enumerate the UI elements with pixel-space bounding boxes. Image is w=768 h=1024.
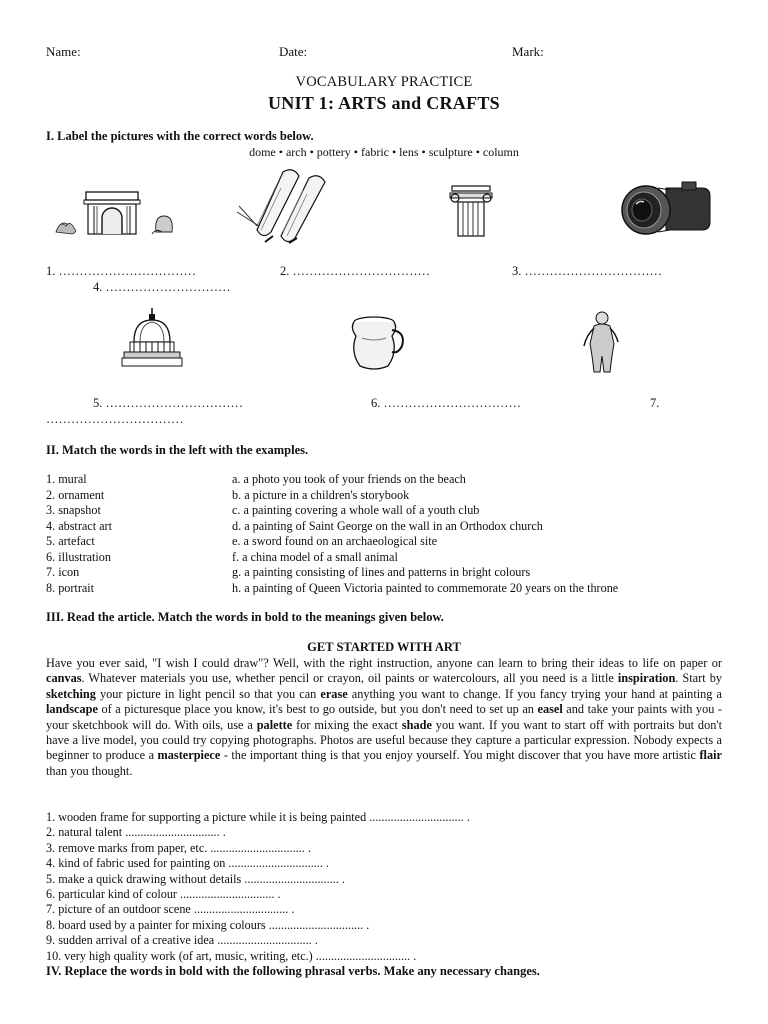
match-example: f. a china model of a small animal bbox=[232, 549, 398, 564]
worksheet-subtitle: VOCABULARY PRACTICE bbox=[295, 74, 473, 90]
match-term: 4. abstract art bbox=[46, 518, 112, 533]
bold-vocab-word: landscape bbox=[46, 702, 98, 717]
match-row bbox=[46, 503, 726, 518]
blank-7-number: 7. bbox=[650, 396, 660, 410]
article-segment: for mixing the exact bbox=[292, 717, 402, 732]
article-segment: and take your paints with you - your sketchbook will do. With oils, use a bbox=[46, 702, 722, 732]
match-example: c. a painting covering a whole wall of a youth club bbox=[232, 503, 480, 517]
article-segment: - the important thing is that you enjoy yourself. You might discover that you have more artistic bbox=[220, 748, 700, 763]
match-term: 8. portrait bbox=[46, 580, 95, 595]
pottery-picture bbox=[348, 314, 408, 372]
article-segment: . Start by bbox=[675, 671, 722, 686]
match-example: b. a picture in a children's storybook bbox=[232, 487, 410, 502]
section-4-heading: IV. Replace the words in bold with the following phrasal verbs. Make any necessary changes. bbox=[46, 964, 540, 978]
match-term: 7. icon bbox=[46, 565, 80, 579]
match-term: 2. ornament bbox=[46, 487, 105, 502]
mark-label: Mark: bbox=[512, 44, 544, 59]
column-picture bbox=[448, 184, 494, 238]
blank-5[interactable]: 5. …………………………… bbox=[93, 396, 243, 410]
article-segment: . Whatever materials you use, whether pencil or crayon, oil paints or watercolours, all you need is a little bbox=[81, 671, 618, 686]
dome-picture bbox=[120, 306, 184, 370]
match-example: g. a painting consisting of lines and patterns in bright colours bbox=[232, 565, 531, 579]
article-segment: Have you ever said, "I wish I could draw"? Well, with the right instruction, anyone can learn to bring their ideas to life on paper or bbox=[46, 656, 722, 670]
definition-item[interactable]: 8. board used by a painter for mixing colours ............................... . bbox=[46, 917, 370, 932]
blank-4[interactable]: 4. ………………………… bbox=[93, 280, 231, 294]
bold-vocab-word: easel bbox=[537, 702, 563, 717]
blank-3[interactable]: 3. …………………………… bbox=[512, 264, 662, 278]
definition-item[interactable]: 3. remove marks from paper, etc. ............................... . bbox=[46, 840, 311, 855]
match-row bbox=[46, 550, 726, 565]
definition-item[interactable]: 5. make a quick drawing without details ............................... . bbox=[46, 871, 345, 886]
bold-vocab-word: canvas bbox=[46, 671, 82, 686]
arch-picture bbox=[52, 186, 182, 238]
match-example: d. a painting of Saint George on the wall in an Orthodox church bbox=[232, 518, 543, 533]
worksheet-title: UNIT 1: ARTS and CRAFTS bbox=[268, 93, 500, 113]
bold-vocab-word: masterpiece bbox=[157, 748, 221, 763]
word-bank: dome • arch • pottery • fabric • lens • sculpture • column bbox=[249, 145, 519, 159]
match-term: 1. mural bbox=[46, 472, 87, 486]
article-segment: than you thought. bbox=[46, 763, 133, 778]
definition-item[interactable]: 6. particular kind of colour ............................... . bbox=[46, 887, 281, 901]
article-text bbox=[46, 656, 722, 779]
bold-vocab-word: inspiration bbox=[617, 671, 676, 686]
name-label: Name: bbox=[46, 44, 81, 59]
definition-item[interactable]: 9. sudden arrival of a creative idea ............................... . bbox=[46, 933, 318, 948]
blank-7[interactable]: …………………………… bbox=[46, 412, 184, 426]
definition-item[interactable]: 7. picture of an outdoor scene ............................... . bbox=[46, 902, 295, 917]
date-label: Date: bbox=[279, 44, 308, 59]
match-term: 5. artefact bbox=[46, 534, 95, 548]
definition-item[interactable]: 10. very high quality work (of art, music, writing, etc.) ............................... . bbox=[46, 948, 417, 963]
match-row bbox=[46, 534, 726, 549]
section-2-heading: II. Match the words in the left with the examples. bbox=[46, 443, 309, 457]
article-segment: you want. If you want to start off with portraits but don't have a live model, you could try copying photographs. Photos are useful because they capture a particular expression. Nobody expects a beginner to produce a bbox=[46, 717, 723, 763]
match-row bbox=[46, 488, 726, 503]
blank-2[interactable]: 2. …………………………… bbox=[280, 264, 430, 278]
match-row bbox=[46, 519, 726, 534]
match-row bbox=[46, 472, 726, 487]
section-1-heading: I. Label the pictures with the correct words below. bbox=[46, 129, 314, 143]
bold-vocab-word: erase bbox=[320, 686, 348, 701]
match-term: 6. illustration bbox=[46, 549, 111, 564]
definition-item[interactable]: 2. natural talent ............................... . bbox=[46, 825, 226, 840]
lens-picture bbox=[616, 180, 716, 238]
bold-vocab-word: palette bbox=[256, 717, 293, 732]
match-row bbox=[46, 565, 726, 580]
bold-vocab-word: shade bbox=[401, 717, 432, 732]
bold-vocab-word: sketching bbox=[46, 686, 96, 701]
match-example: a. a photo you took of your friends on the beach bbox=[232, 472, 466, 486]
article-segment: anything you want to change. If you fancy trying your hand at painting a bbox=[347, 686, 722, 701]
match-term: 3. snapshot bbox=[46, 503, 101, 517]
match-row bbox=[46, 581, 726, 596]
definition-item[interactable]: 4. kind of fabric used for painting on ............................... . bbox=[46, 856, 329, 871]
blank-1[interactable]: 1. …………………………… bbox=[46, 264, 196, 278]
definition-item[interactable]: 1. wooden frame for supporting a picture while it is being painted ............................... . bbox=[46, 810, 470, 824]
article-segment: of a picturesque place you know, it's best to go outside, but you don't need to set up an bbox=[97, 702, 538, 717]
article-title: GET STARTED WITH ART bbox=[307, 640, 461, 654]
article-segment: your picture in light pencil so that you can bbox=[95, 686, 321, 701]
sculpture-picture bbox=[576, 310, 624, 374]
fabric-picture bbox=[233, 166, 343, 244]
match-example: e. a sword found on an archaeological site bbox=[232, 534, 438, 548]
section-3-heading: III. Read the article. Match the words in bold to the meanings given below. bbox=[46, 610, 444, 624]
bold-vocab-word: flair bbox=[699, 748, 722, 763]
blank-6[interactable]: 6. …………………………… bbox=[371, 396, 521, 410]
match-example: h. a painting of Queen Victoria painted to commemorate 20 years on the throne bbox=[232, 580, 619, 595]
